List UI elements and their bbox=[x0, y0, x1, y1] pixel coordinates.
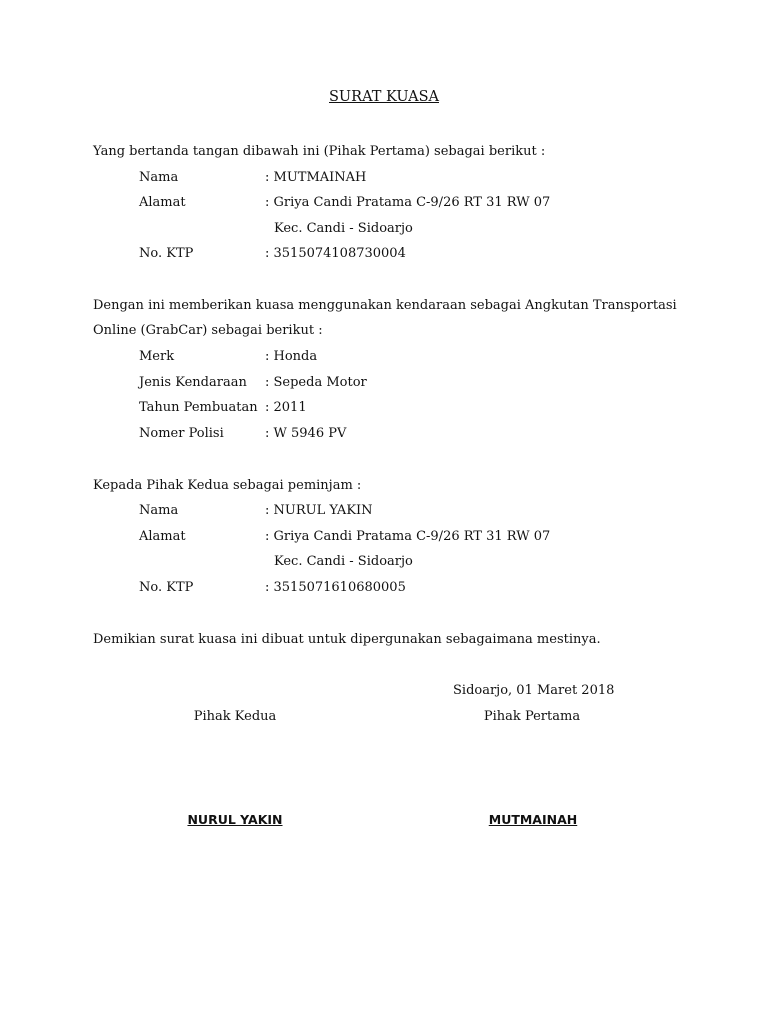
first-party-address-cont: Kec. Candi - Sidoarjo bbox=[274, 221, 413, 236]
first-party-name-label: Nama bbox=[139, 170, 179, 185]
first-party-name-value: : MUTMAINAH bbox=[265, 170, 367, 185]
place-date: Sidoarjo, 01 Maret 2018 bbox=[453, 683, 615, 698]
purpose-line-2: Online (GrabCar) sebagai berikut : bbox=[93, 323, 323, 338]
purpose-line-1: Dengan ini memberikan kuasa menggunakan kendaraan sebagai Angkutan Transportasi bbox=[93, 298, 677, 313]
second-party-address-value: : Griya Candi Pratama C-9/26 RT 31 RW 07 bbox=[265, 529, 551, 544]
second-party-name-value: : NURUL YAKIN bbox=[265, 503, 373, 518]
second-party-name-label: Nama bbox=[139, 503, 179, 518]
vehicle-plate-value: : W 5946 PV bbox=[265, 426, 347, 441]
second-party-address-cont: Kec. Candi - Sidoarjo bbox=[274, 554, 413, 569]
second-party-address-label: Alamat bbox=[139, 529, 186, 544]
closing-statement: Demikian surat kuasa ini dibuat untuk dipergunakan sebagaimana mestinya. bbox=[93, 632, 601, 647]
vehicle-year-value: : 2011 bbox=[265, 400, 307, 415]
first-party-signature-name: MUTMAINAH bbox=[488, 812, 578, 827]
vehicle-year-label: Tahun Pembuatan bbox=[139, 400, 258, 415]
vehicle-brand-value: : Honda bbox=[265, 349, 318, 364]
document-title: SURAT KUASA bbox=[329, 89, 439, 105]
first-party-address-value: : Griya Candi Pratama C-9/26 RT 31 RW 07 bbox=[265, 195, 551, 210]
vehicle-plate-label: Nomer Polisi bbox=[139, 426, 224, 441]
vehicle-type-value: : Sepeda Motor bbox=[265, 375, 367, 390]
intro-text: Yang bertanda tangan dibawah ini (Pihak Pertama) sebagai berikut : bbox=[93, 144, 546, 159]
second-party-signature-name: NURUL YAKIN bbox=[187, 812, 283, 827]
first-party-address-label: Alamat bbox=[139, 195, 186, 210]
vehicle-brand-label: Merk bbox=[139, 349, 175, 364]
first-party-ktp-label: No. KTP bbox=[139, 246, 194, 261]
second-party-intro: Kepada Pihak Kedua sebagai peminjam : bbox=[93, 478, 362, 493]
vehicle-type-label: Jenis Kendaraan bbox=[139, 375, 247, 390]
first-party-role: Pihak Pertama bbox=[483, 709, 581, 724]
second-party-ktp-value: : 3515071610680005 bbox=[265, 580, 406, 595]
first-party-ktp-value: : 3515074108730004 bbox=[265, 246, 406, 261]
second-party-ktp-label: No. KTP bbox=[139, 580, 194, 595]
second-party-role: Pihak Kedua bbox=[193, 709, 277, 724]
